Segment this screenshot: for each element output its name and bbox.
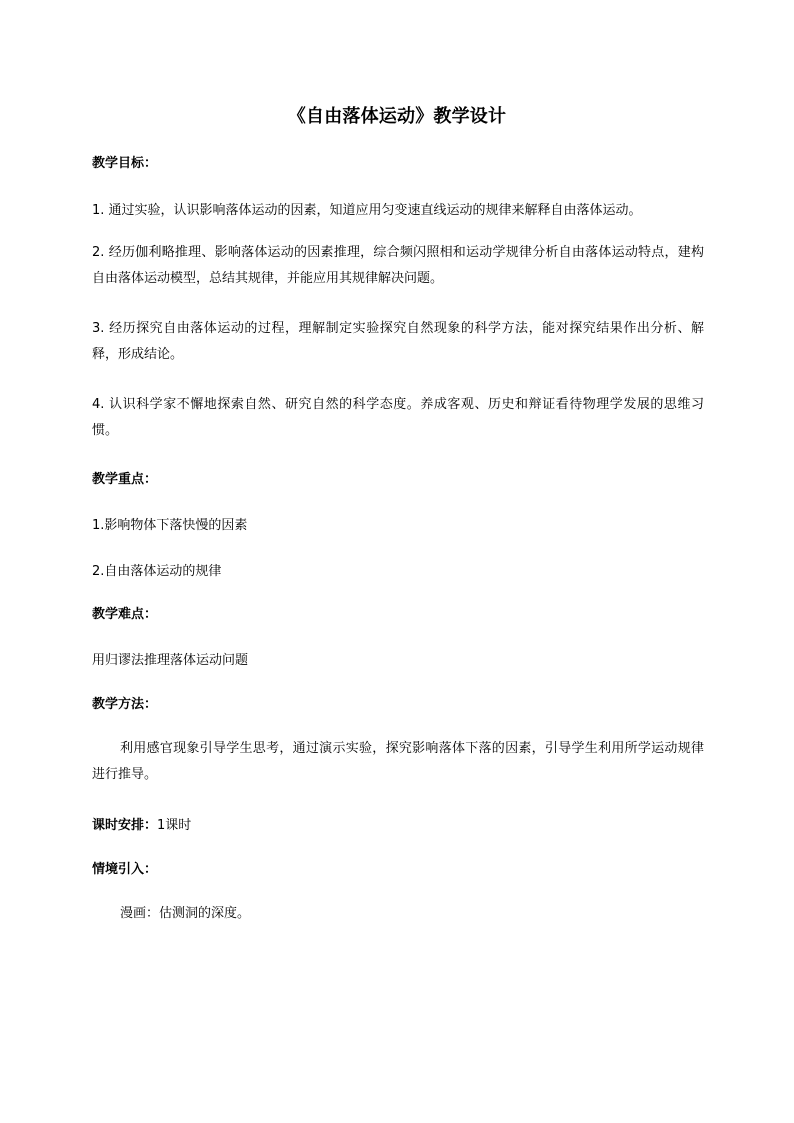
objective-item-1: 1. 通过实验，认识影响落体运动的因素，知道应用匀变速直线运动的规律来解释自由落体运动。	[92, 203, 642, 218]
introduction-heading: 情境引入：	[92, 862, 158, 877]
key-point-item-1: 1.影响物体下落快慢的因素	[92, 518, 248, 533]
document-title: 《自由落体运动》教学设计	[287, 106, 507, 127]
difficulties-text: 用归谬法推理落体运动问题	[92, 653, 249, 668]
objective-item-4: 4. 认识科学家不懈地探索自然、研究自然的科学态度。养成客观、历史和辩证看待物理学发展的思维习惯。	[92, 397, 704, 438]
methods-text: 利用感官现象引导学生思考，通过演示实验，探究影响落体下落的因素，引导学生利用所学运动规律进行推导。	[92, 741, 704, 782]
key-points-heading: 教学重点：	[92, 472, 158, 487]
difficulties-heading: 教学难点：	[92, 607, 158, 622]
schedule-value: 1课时	[157, 818, 192, 833]
objectives-heading: 教学目标：	[92, 156, 158, 171]
schedule-label: 课时安排：	[92, 818, 158, 833]
introduction-text: 漫画：估测洞的深度。	[120, 906, 251, 921]
methods-heading: 教学方法：	[92, 697, 158, 712]
schedule-line	[92, 816, 191, 836]
objective-item-2: 2. 经历伽利略推理、影响落体运动的因素推理，综合频闪照相和运动学规律分析自由落体运动特点，建构自由落体运动模型，总结其规律，并能应用其规律解决问题。	[92, 245, 704, 286]
objective-item-3: 3. 经历探究自由落体运动的过程，理解制定实验探究自然现象的科学方法，能对探究结果作出分析、解释，形成结论。	[92, 321, 704, 362]
key-point-item-2: 2.自由落体运动的规律	[92, 564, 222, 579]
